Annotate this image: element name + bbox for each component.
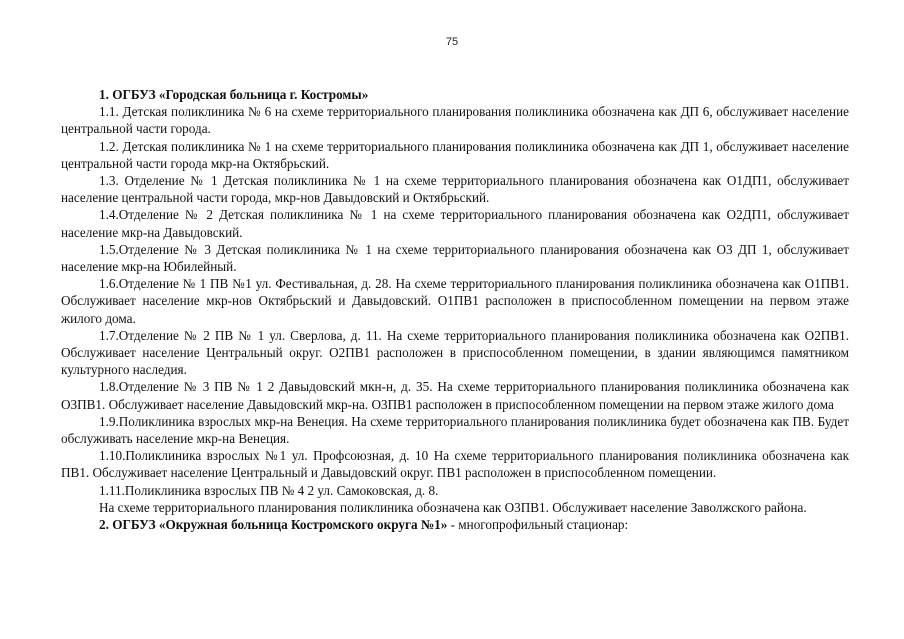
paragraph-1-3: 1.3. Отделение № 1 Детская поликлиника № 1 на схеме территориального планирования обозначена как О1ДП1, обслуживает население центральной части города, мкр-нов Давыдовский и Октябрьский. [61, 173, 849, 206]
section-heading-2-tail: - многопрофильный стационар: [447, 517, 629, 533]
section-heading-2-line [61, 516, 849, 533]
section-heading-1: 1. ОГБУЗ «Городская больница г. Костромы» [99, 87, 369, 102]
paragraph-1-4: 1.4.Отделение № 2 Детская поликлиника № 1 на схеме территориального планирования обозначена как О2ДП1, обслуживает население мкр-на Давыдовский. [61, 207, 849, 240]
paragraph-1-9: 1.9.Поликлиника взрослых мкр-на Венеция. На схеме территориального планирования поликлиника будет обозначена как ПВ. Будет обслуживать население мкр-на Венеция. [61, 413, 849, 447]
paragraph-1-6: 1.6.Отделение № 1 ПВ №1 ул. Фестивальная, д. 28. На схеме территориального планирования поликлиника обозначена как О1ПВ1. Обслуживает население мкр-нов Октябрьский и Давыдовский. О1ПВ1 расположен в приспособленном помещении на первом этаже жилого дома. [61, 276, 849, 326]
section-heading-2: 2. ОГБУЗ «Окружная больница Костромского округа №1» [99, 517, 448, 533]
paragraph-1-5: 1.5.Отделение № 3 Детская поликлиника № 1 на схеме территориального планирования обозначена как О3 ДП 1, обслуживает население мкр-на Юбилейный. [61, 241, 849, 275]
page-number: 75 [445, 36, 459, 48]
paragraph-1-8: 1.8.Отделение № 3 ПВ № 1 2 Давыдовский мкн-н, д. 35. На схеме территориального планирования поликлиника обозначена как О3ПВ1. Обслуживает население Давыдовский мкр-на. О3ПВ1 расположен в приспособленном помещении на первом этаже жилого дома [61, 379, 849, 412]
paragraph-1-10: 1.10.Поликлиника взрослых №1 ул. Профсоюзная, д. 10 На схеме территориального планирования поликлиника обозначена как ПВ1. Обслуживает население Центральный и Давыдовский округ. ПВ1 расположен в приспособленном помещении. [61, 448, 849, 481]
paragraph-1-7: 1.7.Отделение № 2 ПВ № 1 ул. Сверлова, д. 11. На схеме территориального планирования поликлиника обозначена как О2ПВ1. Обслуживает население Центральный округ. О2ПВ1 расположен в приспособленном помещении, в здании являющимся памятником культурного наследия. [61, 327, 849, 378]
paragraph-1-2: 1.2. Детская поликлиника № 1 на схеме территориального планирования поликлиника обозначена как ДП 1, обслуживает население центральной части города мкр-на Октябрьский. [61, 138, 849, 171]
paragraph-1-1: 1.1. Детская поликлиника № 6 на схеме территориального планирования поликлиника обозначена как ДП 6, обслуживает население центральной части города. [61, 104, 849, 137]
paragraph-1-11-continued: На схеме территориального планирования поликлиника обозначена как О3ПВ1. Обслуживает население Заволжского района. [99, 499, 807, 515]
document-body [61, 86, 849, 533]
paragraph-1-11: 1.11.Поликлиника взрослых ПВ № 4 2 ул. Самоковская, д. 8. [99, 482, 439, 498]
